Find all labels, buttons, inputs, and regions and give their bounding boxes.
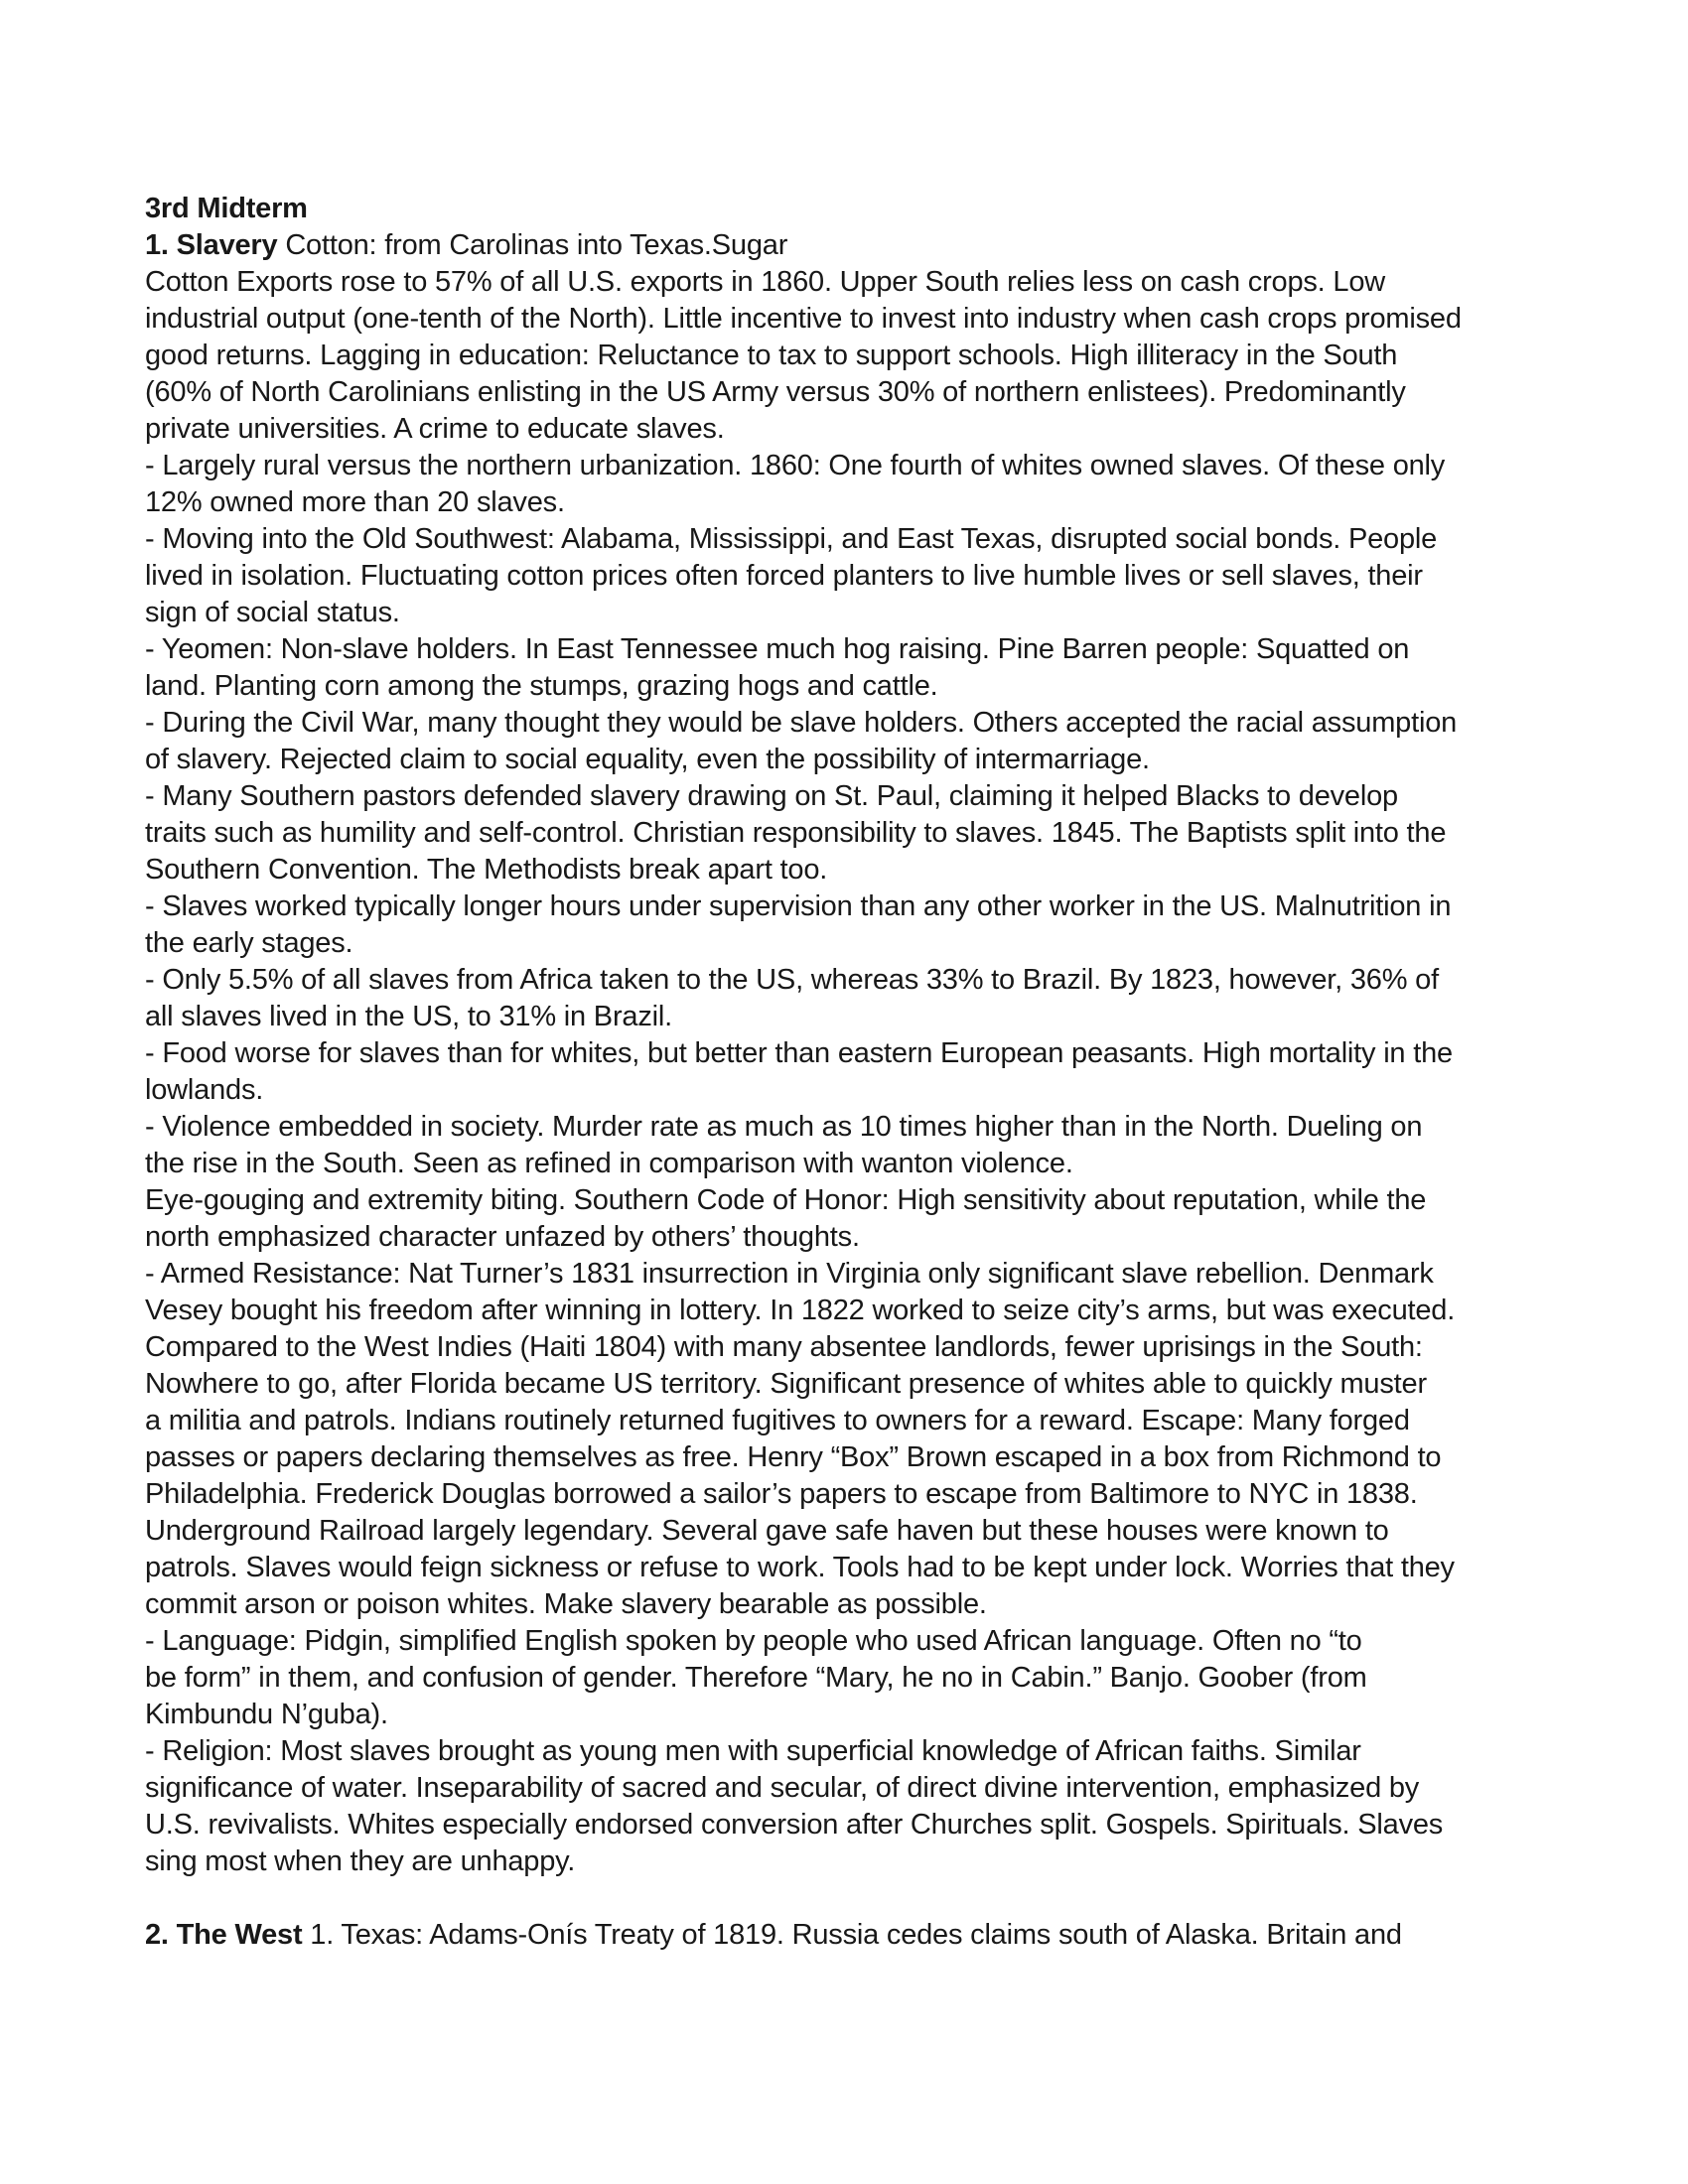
- paragraph: Eye-gouging and extremity biting. Southern Code of Honor: High sensitivity about reputation, while the north emphasized character unfazed by others’ thoughts.: [145, 1184, 1427, 1253]
- document-content: [145, 191, 1575, 1954]
- paragraph: - Language: Pidgin, simplified English spoken by people who used African language. Often no “to be form” in them, and confusion of gender. Therefore “Mary, he no in Cabin.” Banjo. Goober (from Kimbundu N’guba).: [145, 1625, 1367, 1730]
- paragraph: - Moving into the Old Southwest: Alabama, Mississippi, and East Texas, disrupted social bonds. People lived in isolation. Fluctuating cotton prices often forced planters to live humble lives or sell slaves, their sign of social status.: [145, 523, 1438, 628]
- section-heading: 3rd Midterm: [145, 193, 308, 224]
- paragraph: [145, 1880, 1575, 1917]
- section-paragraph: [145, 191, 1575, 227]
- section-heading: 1. Slavery: [145, 229, 286, 261]
- paragraph: - Largely rural versus the northern urbanization. 1860: One fourth of whites owned slaves. Of these only 12% owned more than 20 slaves.: [145, 450, 1446, 518]
- section-paragraph: 1. Slavery Cotton: from Carolinas into Texas.Sugar: [145, 229, 788, 261]
- paragraph: - During the Civil War, many thought they would be slave holders. Others accepted the racial assumption of slavery. Rejected claim to social equality, even the possibility of intermarriage.: [145, 707, 1458, 775]
- paragraph: - Many Southern pastors defended slavery drawing on St. Paul, claiming it helped Blacks to develop traits such as humility and self-control. Christian responsibility to slaves. 1845. The Baptists split into the Southern Convention. The Methodists break apart too.: [145, 780, 1447, 886]
- paragraph: - Yeomen: Non-slave holders. In East Tennessee much hog raising. Pine Barren people: Squatted on land. Planting corn among the stumps, grazing hogs and cattle.: [145, 633, 1410, 702]
- paragraph: - Slaves worked typically longer hours under supervision than any other worker in the US. Malnutrition in the early stages.: [145, 890, 1452, 959]
- paragraph: - Food worse for slaves than for whites, but better than eastern European peasants. High mortality in the lowlands.: [145, 1037, 1453, 1106]
- section-heading: 2. The West: [145, 1919, 311, 1951]
- paragraph: - Violence embedded in society. Murder rate as much as 10 times higher than in the North. Dueling on the rise in the South. Seen as refined in comparison with wanton violence.: [145, 1111, 1423, 1179]
- paragraph: - Only 5.5% of all slaves from Africa taken to the US, whereas 33% to Brazil. By 1823, however, 36% of all slaves lived in the US, to 31% in Brazil.: [145, 964, 1439, 1032]
- paragraph: - Religion: Most slaves brought as young men with superficial knowledge of African faiths. Similar significance of water. Inseparability of sacred and secular, of direct divine intervention, emphasized by U.S. revivalists. Whites especially endorsed conversion after Churches split. Gospels. Spirituals. Slaves sing most when they are unhappy.: [145, 1735, 1444, 1877]
- paragraph: Cotton Exports rose to 57% of all U.S. exports in 1860. Upper South relies less on cash crops. Low industrial output (one-tenth of the North). Little incentive to invest into industry when cash crops promised good returns. Lagging in education: Reluctance to tax to support schools. High illiteracy in the South (60% of North Carolinians enlisting in the US Army versus 30% of northern enlistees). Predominantly private universities. A crime to educate slaves.: [145, 266, 1462, 445]
- paragraph: - Armed Resistance: Nat Turner’s 1831 insurrection in Virginia only significant slave rebellion. Denmark Vesey bought his freedom after winning in lottery. In 1822 worked to seize city’s arms, but was executed. Compared to the West Indies (Haiti 1804) with many absentee landlords, fewer uprisings in the South: Nowhere to go, after Florida became US territory. Significant presence of whites able to quickly muster a militia and patrols. Indians routinely returned fugitives to owners for a reward. Escape: Many forged passes or papers declaring themselves as free. Henry “Box” Brown escaped in a box from Richmond to Philadelphia. Frederick Douglas borrowed a sailor’s papers to escape from Baltimore to NYC in 1838. Underground Railroad largely legendary. Several gave safe haven but these houses were known to patrols. Slaves would feign sickness or refuse to work. Tools had to be kept under lock. Worries that they commit arson or poison whites. Make slavery bearable as possible.: [145, 1258, 1456, 1620]
- section-paragraph: 2. The West 1. Texas: Adams-Onís Treaty of 1819. Russia cedes claims south of Alaska. Britain and: [145, 1919, 1402, 1951]
